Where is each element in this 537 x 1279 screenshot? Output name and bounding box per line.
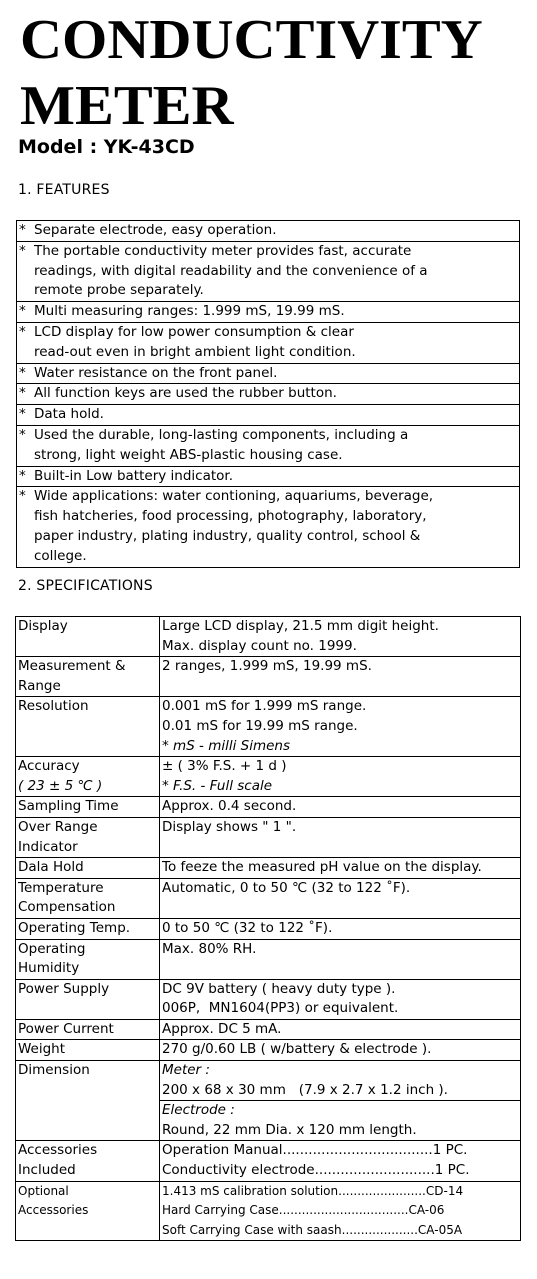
- bullet-marker: *: [19, 222, 26, 238]
- bullet-marker: *: [19, 426, 26, 443]
- spec-value: [160, 657, 521, 697]
- title-line-2: METER: [20, 75, 234, 137]
- bullet-marker: *: [19, 406, 26, 423]
- spec-note: * F.S. - Full scale: [162, 777, 273, 794]
- spec-value-line: Approx. DC 5 mA.: [162, 1020, 282, 1037]
- spec-label-text: Accuracy: [18, 758, 80, 775]
- spec-label: [16, 697, 160, 757]
- spec-row: [16, 1181, 521, 1241]
- feature-text: Water resistance on the front panel.: [34, 364, 278, 381]
- bullet-marker: *: [19, 242, 26, 259]
- spec-row: [16, 1141, 521, 1181]
- feature-text: Multi measuring ranges: 1.999 mS, 19.99 mS.: [34, 303, 345, 320]
- spec-value-line: Soft Carrying Case with saash....................CA-05A: [162, 1222, 463, 1237]
- spec-value: [160, 858, 521, 879]
- spec-row: [16, 979, 521, 1019]
- model-heading: Model : YK-43CD: [18, 136, 195, 158]
- feature-text: Built-in Low battery indicator.: [34, 467, 233, 484]
- spec-value-line: DC 9V battery ( heavy duty type ).: [162, 980, 396, 997]
- spec-label: [16, 979, 160, 1019]
- spec-row: [16, 657, 521, 697]
- spec-value-line: 0.001 mS for 1.999 mS range.: [162, 698, 367, 715]
- spec-label: [16, 797, 160, 818]
- spec-row: [16, 757, 521, 797]
- spec-value-line: Automatic, 0 to 50 ℃ (32 to 122 ˚F).: [162, 879, 411, 896]
- spec-label-text: Dimension: [18, 1062, 90, 1079]
- feature-text: Data hold.: [34, 406, 104, 423]
- feature-item: [17, 323, 519, 364]
- bullet-marker: *: [19, 385, 26, 402]
- spec-label: [16, 878, 160, 918]
- spec-value: [160, 979, 521, 1019]
- spec-value-line: Operation Manual...................................1 PC.: [162, 1142, 468, 1159]
- spec-note: * mS - milli Simens: [162, 737, 291, 754]
- specifications-table: [15, 616, 521, 1241]
- spec-row: [16, 858, 521, 879]
- spec-value: [160, 1019, 521, 1040]
- spec-label-text: Operating Humidity: [18, 940, 86, 977]
- spec-label-text: Sampling Time: [18, 798, 119, 815]
- bullet-marker: *: [19, 323, 26, 340]
- spec-label: [16, 1040, 160, 1061]
- spec-row: [16, 1061, 521, 1141]
- spec-value-line: Conductivity electrode............................1 PC.: [162, 1162, 470, 1179]
- bullet-marker: *: [19, 364, 26, 381]
- bullet-marker: *: [19, 303, 26, 320]
- spec-label-text: Operating Temp.: [18, 919, 131, 936]
- spec-label-note: ( 23 ± 5 ℃ ): [18, 777, 103, 794]
- spec-value: [160, 1141, 521, 1181]
- spec-label: [16, 1181, 160, 1241]
- spec-value: [160, 1061, 521, 1141]
- spec-value-line: 2 ranges, 1.999 mS, 19.99 mS.: [162, 658, 372, 675]
- feature-item: [17, 364, 519, 385]
- electrode-block: [160, 1100, 520, 1140]
- spec-value: [160, 878, 521, 918]
- feature-item: [17, 242, 519, 302]
- electrode-heading: Electrode :: [162, 1102, 235, 1119]
- spec-value-line: Approx. 0.4 second.: [162, 798, 297, 815]
- feature-item: [17, 467, 519, 488]
- spec-row: [16, 1040, 521, 1061]
- spec-label-text: Power Current: [18, 1020, 114, 1037]
- spec-value: [160, 1040, 521, 1061]
- spec-label: [16, 757, 160, 797]
- spec-value-line: Max. display count no. 1999.: [162, 637, 357, 654]
- feature-text: All function keys are used the rubber button.: [34, 385, 337, 402]
- bullet-marker: *: [19, 467, 26, 484]
- spec-row: [16, 697, 521, 757]
- feature-item: [17, 487, 519, 566]
- spec-value-line: 006P, MN1604(PP3) or equivalent.: [162, 1000, 399, 1017]
- spec-label: [16, 1019, 160, 1040]
- spec-value: [160, 817, 521, 857]
- spec-label-text: Dala Hold: [18, 859, 84, 876]
- spec-value-line: Hard Carrying Case..................................CA-06: [162, 1203, 445, 1218]
- feature-text: Used the durable, long-lasting components, including a strong, light weight ABS-plastic housing case.: [34, 426, 409, 463]
- spec-label-text: Resolution: [18, 698, 89, 715]
- feature-text: Wide applications: water contioning, aquariums, beverage, fish hatcheries, food processing, photography, laboratory, paper industry, plating industry, quality control, school & college.: [34, 488, 434, 564]
- feature-item: [17, 302, 519, 323]
- feature-text: Separate electrode, easy operation.: [34, 222, 277, 238]
- spec-label-text: Power Supply: [18, 980, 110, 997]
- spec-value-line: Large LCD display, 21.5 mm digit height.: [162, 618, 439, 634]
- spec-value-line: 1.413 mS calibration solution.......................CD-14: [162, 1183, 464, 1198]
- spec-label-text: Accessories Included: [18, 1142, 98, 1179]
- spec-label-text: Temperature Compensation: [18, 879, 116, 916]
- spec-label: [16, 617, 160, 657]
- spec-value: [160, 617, 521, 657]
- spec-label: [16, 918, 160, 939]
- spec-value: [160, 939, 521, 979]
- features-list: [16, 220, 520, 568]
- spec-row: [16, 797, 521, 818]
- spec-value-line: Display shows " 1 ".: [162, 818, 297, 835]
- spec-label: [16, 939, 160, 979]
- spec-row: [16, 617, 521, 657]
- spec-row: [16, 878, 521, 918]
- feature-item: [17, 426, 519, 467]
- title-line-1: CONDUCTIVITY: [20, 9, 483, 71]
- spec-value: [160, 797, 521, 818]
- spec-label: [16, 1141, 160, 1181]
- meter-dimension: 200 x 68 x 30 mm (7.9 x 2.7 x 1.2 inch ).: [162, 1081, 448, 1098]
- spec-value: [160, 1181, 521, 1241]
- feature-item: [17, 221, 519, 242]
- spec-label-text: Display: [18, 618, 68, 634]
- spec-value-line: ± ( 3% F.S. + 1 d ): [162, 758, 287, 775]
- meter-heading: Meter :: [162, 1062, 210, 1079]
- spec-value-line: To feeze the measured pH value on the display.: [162, 859, 482, 876]
- feature-item: [17, 405, 519, 426]
- spec-label: [16, 817, 160, 857]
- spec-value-line: 0.01 mS for 19.99 mS range.: [162, 717, 358, 734]
- spec-row: [16, 918, 521, 939]
- spec-value-line: 0 to 50 ℃ (32 to 122 ˚F).: [162, 919, 333, 936]
- spec-value-line: 270 g/0.60 LB ( w/battery & electrode ).: [162, 1041, 432, 1058]
- spec-value: [160, 757, 521, 797]
- spec-row: [16, 817, 521, 857]
- spec-label-text: Weight: [18, 1041, 66, 1058]
- feature-text: The portable conductivity meter provides fast, accurate readings, with digital readability and the convenience of a remote probe separately.: [34, 242, 428, 299]
- spec-value: [160, 697, 521, 757]
- spec-label-text: Over Range Indicator: [18, 818, 98, 855]
- spec-row: [16, 1019, 521, 1040]
- bullet-marker: *: [19, 488, 26, 505]
- spec-row: [16, 939, 521, 979]
- spec-value-line: Max. 80% RH.: [162, 940, 257, 957]
- specifications-heading: 2. SPECIFICATIONS: [18, 578, 153, 594]
- spec-label-text: Optional Accessories: [18, 1183, 89, 1218]
- feature-text: LCD display for low power consumption & clear read-out even in bright ambient light condition.: [34, 323, 356, 360]
- spec-label-text: Measurement & Range: [18, 658, 126, 694]
- spec-label: [16, 1061, 160, 1141]
- spec-label: [16, 858, 160, 879]
- feature-item: [17, 384, 519, 405]
- spec-label: [16, 657, 160, 697]
- spec-value: [160, 918, 521, 939]
- features-heading: 1. FEATURES: [18, 182, 110, 198]
- electrode-dimension: Round, 22 mm Dia. x 120 mm length.: [162, 1121, 417, 1138]
